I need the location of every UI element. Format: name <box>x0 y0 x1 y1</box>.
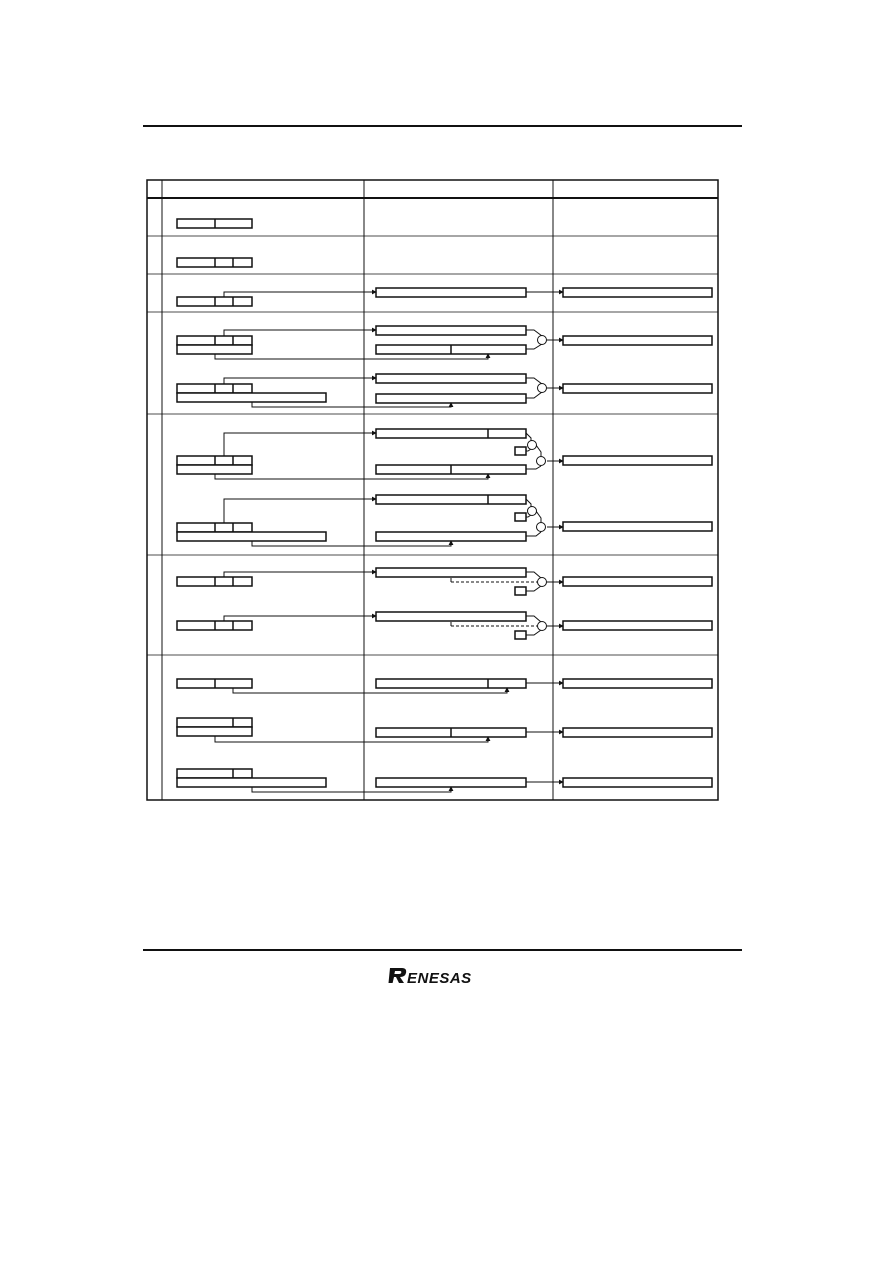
table-frame <box>147 180 718 800</box>
connector-lines <box>215 292 563 792</box>
register-boxes <box>177 219 712 787</box>
renesas-logo <box>388 964 500 986</box>
logo-text: ENESAS <box>407 970 472 986</box>
footer-rule <box>143 949 742 951</box>
